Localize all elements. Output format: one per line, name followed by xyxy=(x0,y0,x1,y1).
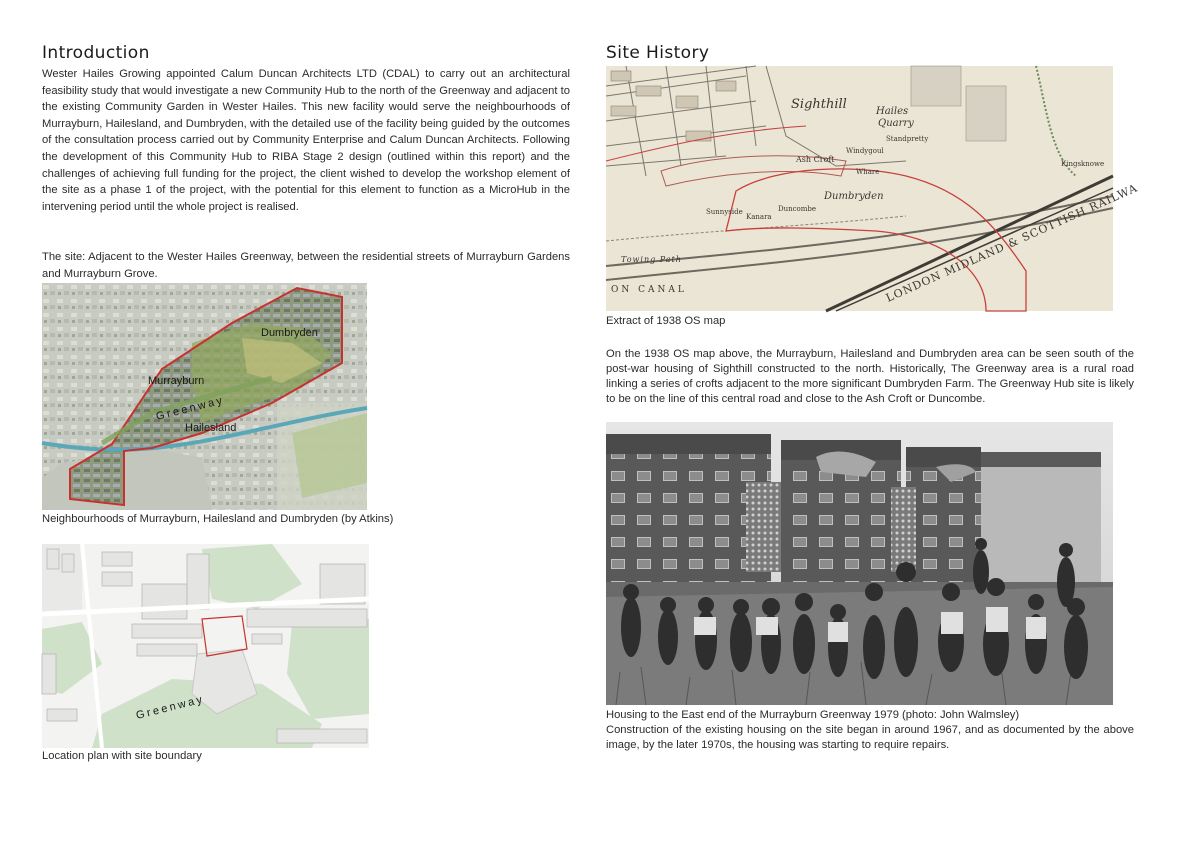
photo-paragraph: Construction of the existing housing on the site began in around 1967, and as documented by the above image, by the later 1970s, the housing was starting to require repairs. xyxy=(606,724,1134,751)
dumbryden-map-label: Dumbryden xyxy=(261,327,318,339)
greenway-map-label: Greenway xyxy=(154,394,226,423)
windygoul-map-label: Windygoul xyxy=(846,147,884,155)
photo-caption: Housing to the East end of the Murrayburn Greenway 1979 (photo: John Walmsley) xyxy=(606,709,1020,721)
os-map-caption: Extract of 1938 OS map xyxy=(606,315,726,327)
railway-map-label: LONDON MIDLAND & SCOTTISH RAILWA xyxy=(883,181,1140,305)
hailes-map-label: Hailes xyxy=(876,106,909,117)
duncombe-map-label: Duncombe xyxy=(778,205,817,213)
kingsknowe-map-label: Kingsknowe xyxy=(1061,160,1105,168)
aerial-map-caption: Neighbourhoods of Murrayburn, Hailesland and Dumbryden (by Atkins) xyxy=(42,513,394,525)
os-map-1938 xyxy=(606,66,1140,311)
standpretty-map-label: Standpretty xyxy=(886,135,929,143)
aerial-neighbourhood-map xyxy=(42,283,367,510)
hailesland-map-label: Hailesland xyxy=(185,422,237,434)
murrayburn-map-label: Murrayburn xyxy=(148,375,205,387)
location-plan xyxy=(42,544,369,748)
housing-photo-1979 xyxy=(606,422,1113,705)
sighthill-map-label: Sighthill xyxy=(791,97,847,112)
greenway-plan-label: Greenway xyxy=(134,693,206,722)
canal-map-label: ON CANAL xyxy=(611,285,687,295)
site-history-paragraph: On the 1938 OS map above, the Murrayburn, Hailesland and Dumbryden area can be seen south of the post-war housing of Sighthill constructed to the north. Historically, The Greenway area is a rural road linking a series of crofts adjacent to the more significant Dumbryden Farm. The Greenway Hub site is likely to be on the line of this central road and close to the Ash Croft or Duncombe. xyxy=(606,348,1134,405)
ash-croft-map-label: Ash Croft xyxy=(796,155,835,164)
towing-path-map-label: Towing Path xyxy=(621,255,682,264)
introduction-heading: Introduction xyxy=(42,43,150,63)
introduction-paragraph: Wester Hailes Growing appointed Calum Duncan Architects LTD (CDAL) to carry out an architectural feasibility study that would investigate a new Community Hub to the north of the Greenway and adjacent to the existing Community Garden in Wester Hailes. This new facility would serve the neighbourhoods of Murrayburn, Hailesland, and Dumbryden, with the detailed use of the facility being guided by the outcomes of the consultation process carried out by Community Enterprise and Calum Duncan Architects. Following the development of this Community Hub to RIBA Stage 2 design (outlined within this report) and the challenges of achieving full funding for the project, the client wished to develop the workshop element of the site as a phase 1 of the project, with the potential for this element to function as a MicroHub in the intervening period until the whole project is realised. xyxy=(42,68,570,213)
whare-map-label: Whare xyxy=(856,168,880,176)
location-plan-caption: Location plan with site boundary xyxy=(42,750,202,762)
quarry-map-label: Quarry xyxy=(878,118,914,129)
sunnyside-map-label: Sunnyside xyxy=(706,208,743,216)
site-history-heading: Site History xyxy=(606,43,710,63)
site-description: The site: Adjacent to the Wester Hailes Greenway, between the residential streets of Murrayburn Gardens and Murrayburn Grove. xyxy=(42,251,570,280)
kanara-map-label: Kanara xyxy=(746,213,772,221)
dumbryden-os-label: Dumbryden xyxy=(824,191,884,202)
